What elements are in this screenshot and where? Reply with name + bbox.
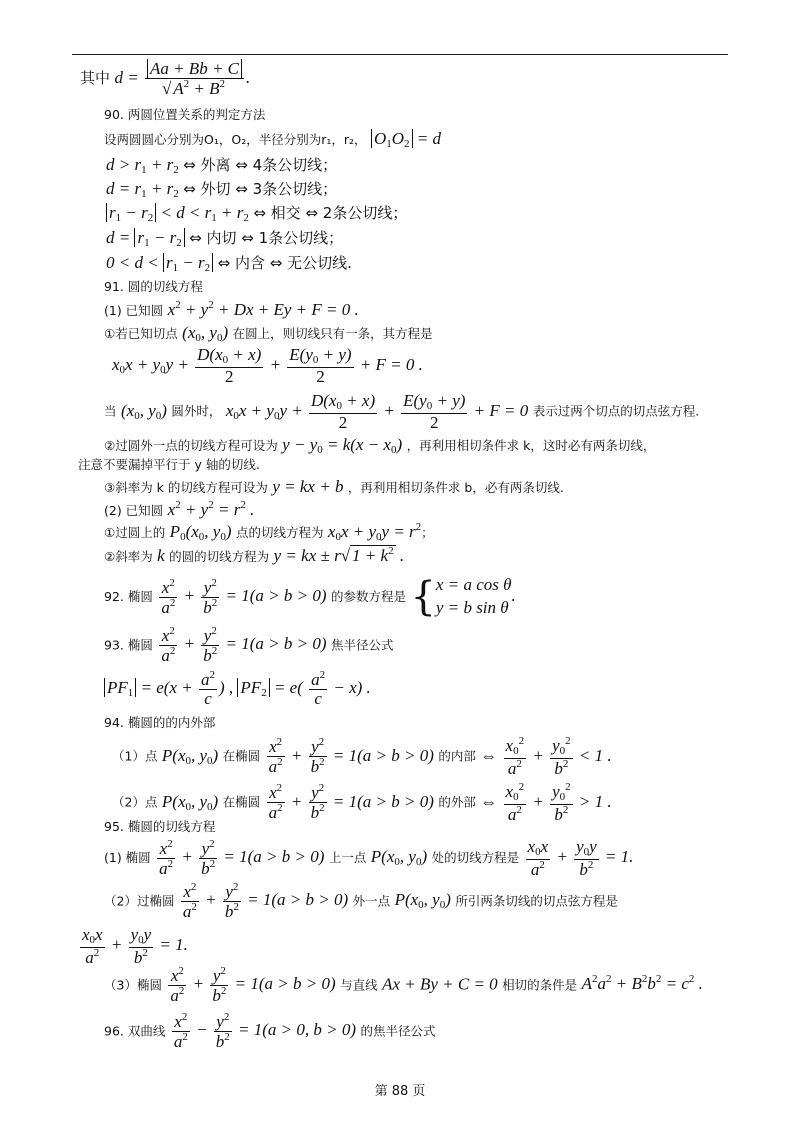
focal-radius-formula: $PF_1 = e(x$ + $\frac{a^2}{c}$ ) , $PF_2 = e$( $\frac{a^2}{c}$ − x) . — [104, 670, 371, 708]
section-92: 92. 椭圆 $\frac{x^2}{a^2}$ + $\frac{y^2}{b^2}$ = 1(a > b > 0) 的参数方程是 { x = a cos θ y = b sin θ . — [104, 573, 516, 620]
intro-label: 其中 — [80, 68, 111, 87]
section-91-p1a: ①若已知切点 ($x_0$, $y_0$) 在圆上，则切线只有一条，其方程是 — [104, 323, 433, 344]
circle-relation-2: $d = r_1 + r_2$ ⇔ 外切 ⇔ 3条公切线； — [106, 179, 338, 200]
section-95-l3: $\frac{x_0x}{a^2}$ + $\frac{y_0y}{b^2}$ = 1. — [82, 925, 188, 967]
section-91-p2-cont: 注意不要漏掉平行于 y 轴的切线. — [78, 457, 260, 472]
circle-relation-5: $0 < d < r_1 - r_2$ ⇔ 内含 ⇔ 无公切线. — [106, 253, 352, 274]
circle-relation-3: $r_1 - r_2 < d < r_1 + r_2$ ⇔ 相交 ⇔ 2条公切线； — [106, 204, 407, 224]
circle-relation-1: $d > r_1 + r_2$ ⇔ 外离 ⇔ 4条公切线； — [106, 155, 338, 176]
section-95-l1: (1) 椭圆 $\frac{x^2}{a^2}$ + $\frac{y^2}{b^2}$ = 1(a > b > 0) 上一点 $P(x_0$, $y_0$) 处的切线方程是 $\frac{x_0x}{a^2}$ + $\frac{y_0y}{b^2}$ = 1. — [104, 837, 634, 879]
section-91-p4: (2) 已知圆 $x^2 + y^2 = r^2$ . — [104, 499, 255, 519]
section-95-l4: （3）椭圆 $\frac{x^2}{a^2}$ + $\frac{y^2}{b^2}$ = 1(a > b > 0) 与直线 Ax + By + C = 0 相切的条件是 $A^2a^2 + B^2b^2 = c^2$ . — [104, 965, 703, 1005]
section-91-p4b: ②斜率为 k 的圆的切线方程为 y = kx ± r√ $1 + k^2$ . — [104, 545, 405, 565]
section-96: 96. 双曲线 $\frac{x^2}{a^2}$ − $\frac{y^2}{b^2}$ = 1(a > 0, b > 0) 的焦半径公式 — [104, 1011, 436, 1051]
section-95-l2: （2）过椭圆 $\frac{x^2}{a^2}$ + $\frac{y^2}{b^2}$ = 1(a > b > 0) 外一点 $P(x_0$, $y_0$) 所引两条切线的切点弦方程是 — [104, 881, 618, 921]
section-91-p2: ②过圆外一点的切线方程可设为 $y - y_0 = k(x - x_0)$ ，再利用相切条件求 k，这时必有两条切线， — [104, 435, 656, 456]
section-90-setup: 设两圆圆心分别为O₁，O₂，半径分别为r₁，r₂， $O_1O_2 = d$ — [104, 129, 442, 150]
tangent-equation-1: $x_0x + y_0y$ + $\frac{D(x_0 + x)}{2}$ + $\frac{E(y_0 + y)}{2}$ + F = 0 . — [112, 345, 423, 386]
section-91-p4a: ①过圆上的 $P_0(x_0$, $y_0$) 点的切线方程为 $x_0x + y_0y = r^2$； — [104, 521, 434, 543]
section-91-title: 91. 圆的切线方程 — [104, 279, 203, 294]
chord-of-contact-line: 当 ($x_0$, $y_0$) 圆外时， $x_0x + y_0y$ + $\frac{D(x_0 + x)}{2}$ + $\frac{E(y_0 + y)}{2}$ + F = 0 表示过两个切点的切点弦方程. — [104, 391, 700, 432]
section-93: 93. 椭圆 $\frac{x^2}{a^2}$ + $\frac{y^2}{b^2}$ = 1(a > b > 0) 焦半径公式 — [104, 625, 394, 665]
section-94-outside: （2）点 $P(x_0$, $y_0$) 在椭圆 $\frac{x^2}{a^2}$ + $\frac{y^2}{b^2}$ = 1(a > b > 0) 的外部 ⇔ $\frac{x_0^2}{a^2}$ + $\frac{y_0^2}{b^2}$ > 1 . — [112, 781, 612, 824]
page-number: 第 88 页 — [374, 1084, 426, 1099]
distance-formula-line — [80, 60, 250, 98]
circle-relation-4: $d = r_1 - r_2$ ⇔ 内切 ⇔ 1条公切线； — [106, 228, 344, 249]
section-91-p3: ③斜率为 k 的切线方程可设为 y = kx + b ，再利用相切条件求 b，必有两条切线. — [104, 477, 564, 496]
section-94-inside: （1）点 $P(x_0$, $y_0$) 在椭圆 $\frac{x^2}{a^2}$ + $\frac{y^2}{b^2}$ = 1(a > b > 0) 的内部 ⇔ $\frac{x_0^2}{a^2}$ + $\frac{y_0^2}{b^2}$ < 1 . — [112, 735, 612, 778]
section-95-title: 95. 椭圆的切线方程 — [104, 819, 216, 834]
section-91-p1: (1) 已知圆 $x^2 + y^2 + Dx + Ey + F = 0$ . — [104, 299, 359, 319]
section-94-title: 94. 椭圆的的内外部 — [104, 715, 216, 730]
header-rule — [72, 54, 728, 55]
distance-formula: d = $\frac{Aa + Bb + C}{√ A^2 + B^2}$ . — [114, 59, 251, 98]
section-90-title: 90. 两圆位置关系的判定方法 — [104, 107, 266, 122]
